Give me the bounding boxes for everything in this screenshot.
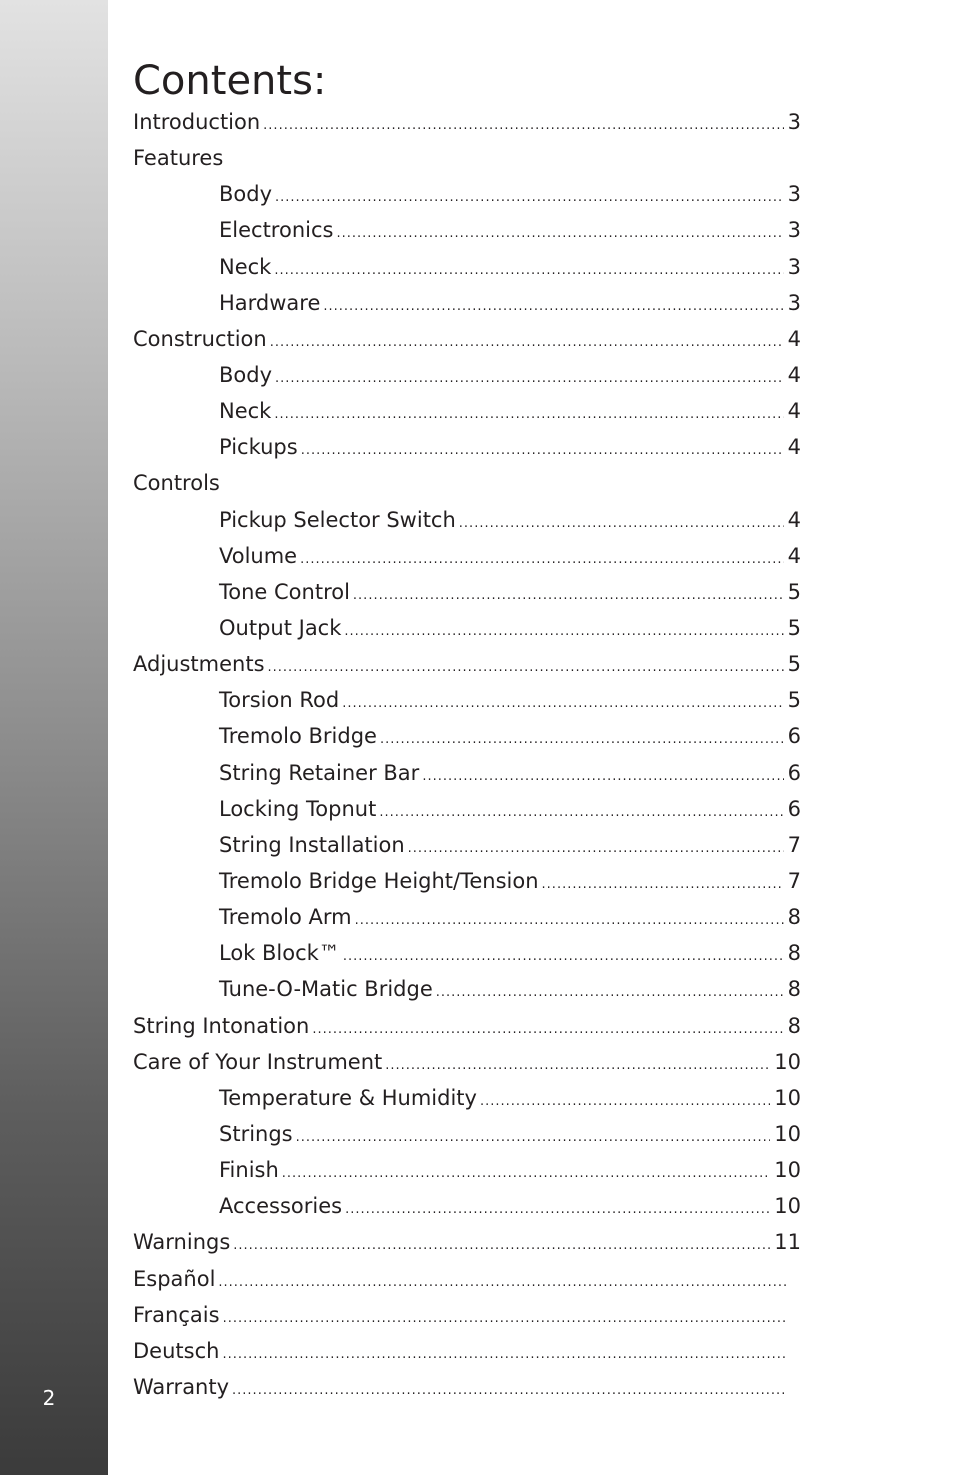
toc-entry-page-number: 3 <box>787 254 801 279</box>
toc-entry-label: Neck <box>219 254 272 279</box>
dot-leader <box>336 216 783 252</box>
toc-entry-label: Neck <box>219 399 272 424</box>
toc-entry-label: Electronics <box>219 218 334 243</box>
toc-entry-page-number: 7 <box>787 868 801 893</box>
toc-subentry[interactable] <box>133 863 801 899</box>
dot-leader <box>380 722 784 758</box>
toc-entry[interactable] <box>133 1224 801 1260</box>
toc-subentry[interactable] <box>133 899 801 935</box>
page-number: 2 <box>42 1386 56 1410</box>
toc-entry-page-number: 8 <box>787 941 801 966</box>
toc-entry-label: Accessories <box>219 1194 343 1219</box>
toc-entry-label: Finish <box>219 1158 279 1183</box>
toc-subentry[interactable] <box>133 1116 801 1152</box>
toc-entry-label: Español <box>133 1266 216 1291</box>
toc-entry-label: Locking Topnut <box>219 796 377 821</box>
dot-leader <box>274 397 783 433</box>
toc-entry-label: Adjustments <box>133 652 265 677</box>
toc-entry[interactable] <box>133 465 801 501</box>
dot-leader <box>343 939 784 975</box>
toc-subentry[interactable] <box>133 610 801 646</box>
toc-entry-label: String Installation <box>219 832 405 857</box>
side-bar <box>0 0 108 1475</box>
toc-entry-page-number: 6 <box>787 760 801 785</box>
toc-entry-label: Care of Your Instrument <box>133 1049 383 1074</box>
toc-entry-page-number: 10 <box>774 1121 801 1146</box>
dot-leader <box>270 325 784 361</box>
dot-leader <box>355 903 784 939</box>
dot-leader <box>233 1228 770 1264</box>
toc-entry-label: Pickups <box>219 435 298 460</box>
toc-subentry[interactable] <box>133 755 801 791</box>
dot-leader <box>300 542 784 578</box>
toc-entry-page-number: 11 <box>774 1230 801 1255</box>
dot-leader <box>342 686 783 722</box>
toc-entry-page-number: 4 <box>787 543 801 568</box>
dot-leader <box>459 506 784 542</box>
toc-entry-label: Hardware <box>219 290 321 315</box>
toc-subentry[interactable] <box>133 1080 801 1116</box>
toc-entry-page-number: 3 <box>787 110 801 134</box>
toc-subentry[interactable] <box>133 502 801 538</box>
toc-subentry[interactable] <box>133 429 801 465</box>
toc-subentry[interactable] <box>133 791 801 827</box>
toc-entry-page-number: 5 <box>787 615 801 640</box>
toc-entry-page-number: 3 <box>787 290 801 315</box>
toc-entry-label: Output Jack <box>219 615 342 640</box>
dot-leader <box>480 1084 770 1120</box>
dot-leader <box>263 108 783 144</box>
toc-entry-page-number: 8 <box>787 977 801 1002</box>
toc-entry-label: Tremolo Bridge Height/Tension <box>219 868 539 893</box>
toc-subentry[interactable] <box>133 935 801 971</box>
page-title: Contents: <box>133 58 327 104</box>
toc-entry-page-number: 5 <box>787 688 801 713</box>
toc-subentry[interactable] <box>133 682 801 718</box>
toc-subentry[interactable] <box>133 357 801 393</box>
toc-entry-label: String Retainer Bar <box>219 760 420 785</box>
toc-entry[interactable] <box>133 1369 801 1405</box>
toc-subentry[interactable] <box>133 971 801 1007</box>
toc-entry-label: Deutsch <box>133 1338 220 1363</box>
toc-entry-label: Lok Block™ <box>219 941 340 966</box>
dot-leader <box>232 1373 787 1409</box>
toc-entry[interactable] <box>133 1333 801 1369</box>
dot-leader <box>274 253 783 289</box>
dot-leader <box>379 795 783 831</box>
dot-leader <box>218 1265 787 1301</box>
toc-entry-page-number: 6 <box>787 796 801 821</box>
toc-entry-label: Tremolo Arm <box>219 905 352 930</box>
toc-entry[interactable] <box>133 140 801 176</box>
toc-entry-page-number: 4 <box>787 362 801 387</box>
toc-entry-label: Controls <box>133 471 220 496</box>
dot-leader <box>301 433 784 469</box>
toc-entry-page-number: 7 <box>787 832 801 857</box>
toc-subentry[interactable] <box>133 285 801 321</box>
toc-entry[interactable] <box>133 321 801 357</box>
toc-subentry[interactable] <box>133 1152 801 1188</box>
dot-leader <box>275 180 784 216</box>
toc-subentry[interactable] <box>133 574 801 610</box>
toc-subentry[interactable] <box>133 212 801 248</box>
toc-entry-label: Warnings <box>133 1230 231 1255</box>
toc-entry-page-number: 10 <box>774 1085 801 1110</box>
toc-entry-label: Body <box>219 362 273 387</box>
toc-entry-label: Features <box>133 146 224 171</box>
toc-entry-label: Warranty <box>133 1374 230 1399</box>
toc-entry[interactable] <box>133 1044 801 1080</box>
toc-entry-page-number: 8 <box>787 905 801 930</box>
dot-leader <box>296 1120 771 1156</box>
toc-entry-page-number: 8 <box>787 1013 801 1038</box>
dot-leader <box>312 1012 783 1048</box>
toc-entry-label: Torsion Rod <box>219 688 340 713</box>
toc-entry-page-number: 4 <box>787 507 801 532</box>
toc-subentry[interactable] <box>133 1188 801 1224</box>
dot-leader <box>408 831 784 867</box>
toc-list <box>133 104 801 1405</box>
toc-entry-page-number: 5 <box>787 579 801 604</box>
toc-entry-label: Introduction <box>133 110 261 134</box>
dot-leader <box>385 1048 770 1084</box>
toc-subentry[interactable] <box>133 538 801 574</box>
toc-entry-page-number: 4 <box>787 399 801 424</box>
toc-entry-label: Body <box>219 182 273 207</box>
toc-entry-label: Français <box>133 1302 220 1327</box>
dot-leader <box>344 614 783 650</box>
dot-leader <box>275 361 784 397</box>
dot-leader <box>353 578 784 614</box>
dot-leader <box>422 759 783 795</box>
dot-leader <box>542 867 784 903</box>
toc-entry-page-number: 3 <box>787 182 801 207</box>
toc-entry[interactable] <box>133 1297 801 1333</box>
toc-entry-label: String Intonation <box>133 1013 310 1038</box>
toc-subentry[interactable] <box>133 718 801 754</box>
toc-subentry[interactable] <box>133 249 801 285</box>
toc-entry-page-number: 4 <box>787 435 801 460</box>
dot-leader <box>222 1337 787 1373</box>
toc-entry-page-number: 10 <box>774 1158 801 1183</box>
toc-entry-page-number: 5 <box>787 652 801 677</box>
toc-entry-label: Pickup Selector Switch <box>219 507 456 532</box>
toc-entry-label: Temperature & Humidity <box>219 1085 477 1110</box>
dot-leader <box>345 1192 770 1228</box>
toc-entry[interactable] <box>133 1008 801 1044</box>
toc-entry-label: Volume <box>219 543 298 568</box>
toc-subentry[interactable] <box>133 176 801 212</box>
table-of-contents <box>133 58 801 1405</box>
dot-leader <box>282 1156 770 1192</box>
toc-entry-page-number: 10 <box>774 1194 801 1219</box>
toc-subentry[interactable] <box>133 393 801 429</box>
toc-entry-label: Tremolo Bridge <box>219 724 377 749</box>
dot-leader <box>223 1301 787 1337</box>
toc-entry[interactable] <box>133 104 801 140</box>
dot-leader <box>268 650 784 686</box>
toc-subentry[interactable] <box>133 827 801 863</box>
toc-entry-page-number: 10 <box>774 1049 801 1074</box>
toc-entry[interactable] <box>133 646 801 682</box>
toc-entry-page-number: 3 <box>787 218 801 243</box>
toc-entry[interactable] <box>133 1261 801 1297</box>
dot-leader <box>436 975 784 1011</box>
toc-entry-label: Construction <box>133 326 267 351</box>
toc-entry-page-number: 6 <box>787 724 801 749</box>
toc-entry-label: Tune-O-Matic Bridge <box>219 977 433 1002</box>
toc-entry-page-number: 4 <box>787 326 801 351</box>
toc-entry-label: Strings <box>219 1121 293 1146</box>
dot-leader <box>323 289 783 325</box>
toc-entry-label: Tone Control <box>219 579 350 604</box>
